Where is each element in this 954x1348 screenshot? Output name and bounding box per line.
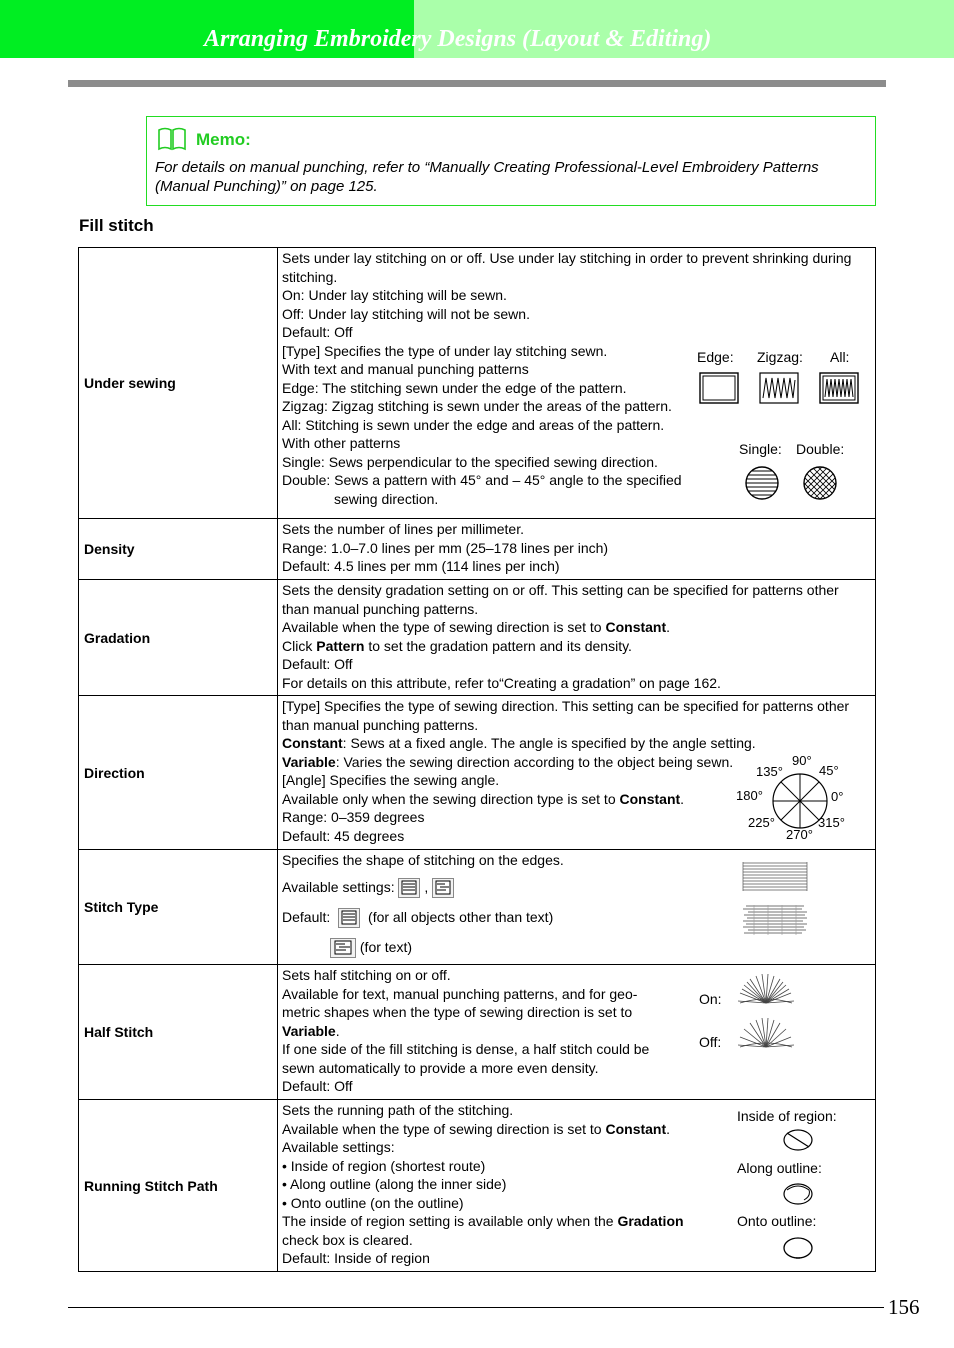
row-description (278, 519, 876, 580)
desc-line: than manual punching patterns. (282, 600, 479, 617)
desc-line: Available for text, manual punching patterns, and for geo- (282, 985, 638, 1002)
desc-line: Default: Off (282, 1078, 353, 1094)
desc-line: All: Stitching is sewn under the edge and areas of the pattern. (282, 416, 665, 433)
desc-line: With other patterns (282, 435, 401, 451)
desc-line: [Type] Specifies the type of under lay stitching sewn. (282, 342, 608, 359)
desc-line: Default: 45 degrees (282, 827, 405, 844)
angle-label-45: 45° (819, 763, 839, 778)
all-underlay-icon (819, 372, 859, 404)
table-row (79, 696, 876, 850)
table-row (79, 580, 876, 696)
onto-outline-label: Onto outline: (737, 1213, 817, 1229)
table-row (79, 965, 876, 1100)
row-label: Half Stitch (79, 965, 278, 1100)
desc-line: Available settings: (282, 1139, 395, 1155)
desc-line: Range: 0–359 degrees (282, 809, 425, 825)
row-description (278, 580, 876, 696)
half-stitch-off-label: Off: (699, 1034, 722, 1050)
desc-line: • Along outline (along the inner side) (282, 1176, 507, 1192)
inside-region-path-icon (782, 1128, 814, 1152)
onto-outline-path-icon (782, 1236, 814, 1260)
desc-line: Specifies the shape of stitching on the edges. (282, 852, 564, 868)
page-header (0, 0, 954, 58)
desc-line: Default: 4.5 lines per mm (114 lines per inch) (282, 558, 560, 574)
stitch-type-normal-icon (398, 878, 420, 898)
desc-line: Sets the density gradation setting on or off. This setting can be specified for patterns other (282, 582, 839, 598)
row-label: Under sewing (79, 248, 278, 519)
all-label: All: (830, 349, 850, 365)
desc-line: Range: 1.0–7.0 lines per mm (25–178 lines per inch) (282, 539, 609, 556)
table-row (79, 1100, 876, 1272)
desc-line: Available settings: , (282, 878, 871, 900)
zigzag-underlay-icon (759, 372, 799, 404)
angle-label-135: 135° (756, 764, 783, 779)
desc-line: than manual punching patterns. (282, 716, 479, 733)
angle-label-315: 315° (818, 815, 845, 830)
desc-line: [Angle] Specifies the sewing angle. (282, 772, 500, 788)
header-rule (68, 80, 886, 87)
single-underlay-icon (744, 465, 780, 501)
row-description (278, 248, 876, 519)
memo-text-line: (Manual Punching)” on page 125. (155, 178, 378, 195)
desc-line: • Onto outline (on the outline) (282, 1194, 464, 1211)
stitch-type-staggered-icon (330, 938, 356, 958)
row-description (278, 850, 876, 965)
desc-line: Variable. (282, 1022, 340, 1039)
desc-line: [Type] Specifies the type of sewing direction. This setting can be specified for patterns other (282, 698, 850, 714)
angle-label-180: 180° (736, 788, 763, 803)
desc-line: Click Pattern to set the gradation pattern and its density. (282, 637, 632, 654)
footer-rule (68, 1307, 884, 1308)
desc-line: Default: Off (282, 656, 353, 672)
desc-line: For details on this attribute, refer to“Creating a gradation” on page 162. (282, 674, 721, 691)
desc-line: Sets under lay stitching on or off. Use under lay stitching in order to prevent shrinking during (282, 250, 852, 266)
desc-line: Constant: Sews at a fixed angle. The angle is specified by the angle setting. (282, 735, 756, 751)
single-label: Single: (739, 441, 782, 457)
angle-label-90: 90° (792, 753, 812, 768)
double-underlay-icon (802, 465, 838, 501)
inside-region-label: Inside of region: (737, 1108, 837, 1124)
desc-line: check box is cleared. (282, 1231, 413, 1248)
desc-line: Single: Sews perpendicular to the specified sewing direction. (282, 453, 658, 470)
memo-text-line: For details on manual punching, refer to “Manually Creating Professional-Level Embroidery Patterns (155, 159, 819, 176)
zigzag-label: Zigzag: (757, 349, 803, 365)
desc-line: With text and manual punching patterns (282, 361, 529, 377)
row-label: Density (79, 519, 278, 580)
half-stitch-off-sample-icon (736, 1017, 796, 1049)
desc-line: Off: Under lay stitching will not be sewn. (282, 305, 530, 322)
half-stitch-on-label: On: (699, 991, 722, 1007)
normal-stitch-sample-icon (742, 860, 808, 892)
along-outline-label: Along outline: (737, 1160, 822, 1176)
page-number: 156 (888, 1295, 920, 1319)
desc-line: Sets half stitching on or off. (282, 967, 451, 983)
desc-line: Double: Sews a pattern with 45° and – 45° angle to the specified (282, 472, 682, 488)
table-row (79, 248, 876, 519)
stitch-type-normal-icon (338, 908, 360, 928)
memo-text (155, 158, 867, 196)
row-label: Direction (79, 696, 278, 850)
memo-title: Memo: (196, 130, 251, 149)
angle-label-270: 270° (786, 827, 813, 842)
row-label: Stitch Type (79, 850, 278, 965)
desc-line: On: Under lay stitching will be sewn. (282, 287, 507, 303)
book-icon (157, 127, 187, 151)
edge-label: Edge: (697, 349, 734, 365)
desc-line: If one side of the fill stitching is dense, a half stitch could be (282, 1041, 650, 1057)
desc-line: metric shapes when the type of sewing direction is set to (282, 1004, 633, 1020)
desc-line: Sets the running path of the stitching. (282, 1102, 514, 1118)
row-label: Gradation (79, 580, 278, 696)
desc-line: Default: Off (282, 324, 353, 340)
along-outline-path-icon (782, 1182, 814, 1206)
desc-line: The inside of region setting is available only when the Gradation (282, 1213, 684, 1229)
attribute-table (78, 247, 876, 1272)
double-label: Double: (796, 441, 845, 457)
desc-line: Edge: The stitching sewn under the edge of the pattern. (282, 379, 627, 396)
desc-line: sewn automatically to provide a more even density. (282, 1059, 599, 1076)
table-row (79, 850, 876, 965)
desc-line: stitching. (282, 268, 338, 285)
row-description (278, 696, 876, 850)
desc-line: Default: Inside of region (282, 1250, 430, 1266)
row-description (278, 965, 876, 1100)
row-label: Running Stitch Path (79, 1100, 278, 1272)
desc-line: Available when the type of sewing direction is set to Constant. (282, 619, 671, 635)
angle-label-0: 0° (831, 789, 844, 804)
desc-line: Default: (for all objects other than text) (282, 908, 871, 930)
table-row (79, 519, 876, 580)
staggered-stitch-sample-icon (742, 904, 808, 936)
memo-box (146, 116, 876, 206)
desc-line: Available only when the sewing direction type is set to Constant. (282, 790, 685, 807)
desc-line: Zigzag: Zigzag stitching is sewn under the areas of the pattern. (282, 398, 672, 414)
desc-line: sewing direction. (334, 490, 439, 507)
desc-line: Variable: Varies the sewing direction according to the object being sewn. (282, 753, 734, 770)
desc-line: Sets the number of lines per millimeter. (282, 521, 524, 537)
stitch-type-staggered-icon (432, 878, 454, 898)
desc-line: Available when the type of sewing direction is set to Constant. (282, 1120, 671, 1137)
edge-underlay-icon (699, 372, 739, 404)
half-stitch-on-sample-icon (736, 973, 796, 1005)
page-title: Arranging Embroidery Designs (Layout & Editing) (204, 26, 712, 52)
desc-line: (for text) (282, 938, 871, 960)
section-title: Fill stitch (79, 216, 154, 235)
angle-label-225: 225° (748, 815, 775, 830)
row-description (278, 1100, 876, 1272)
desc-line: • Inside of region (shortest route) (282, 1157, 486, 1174)
